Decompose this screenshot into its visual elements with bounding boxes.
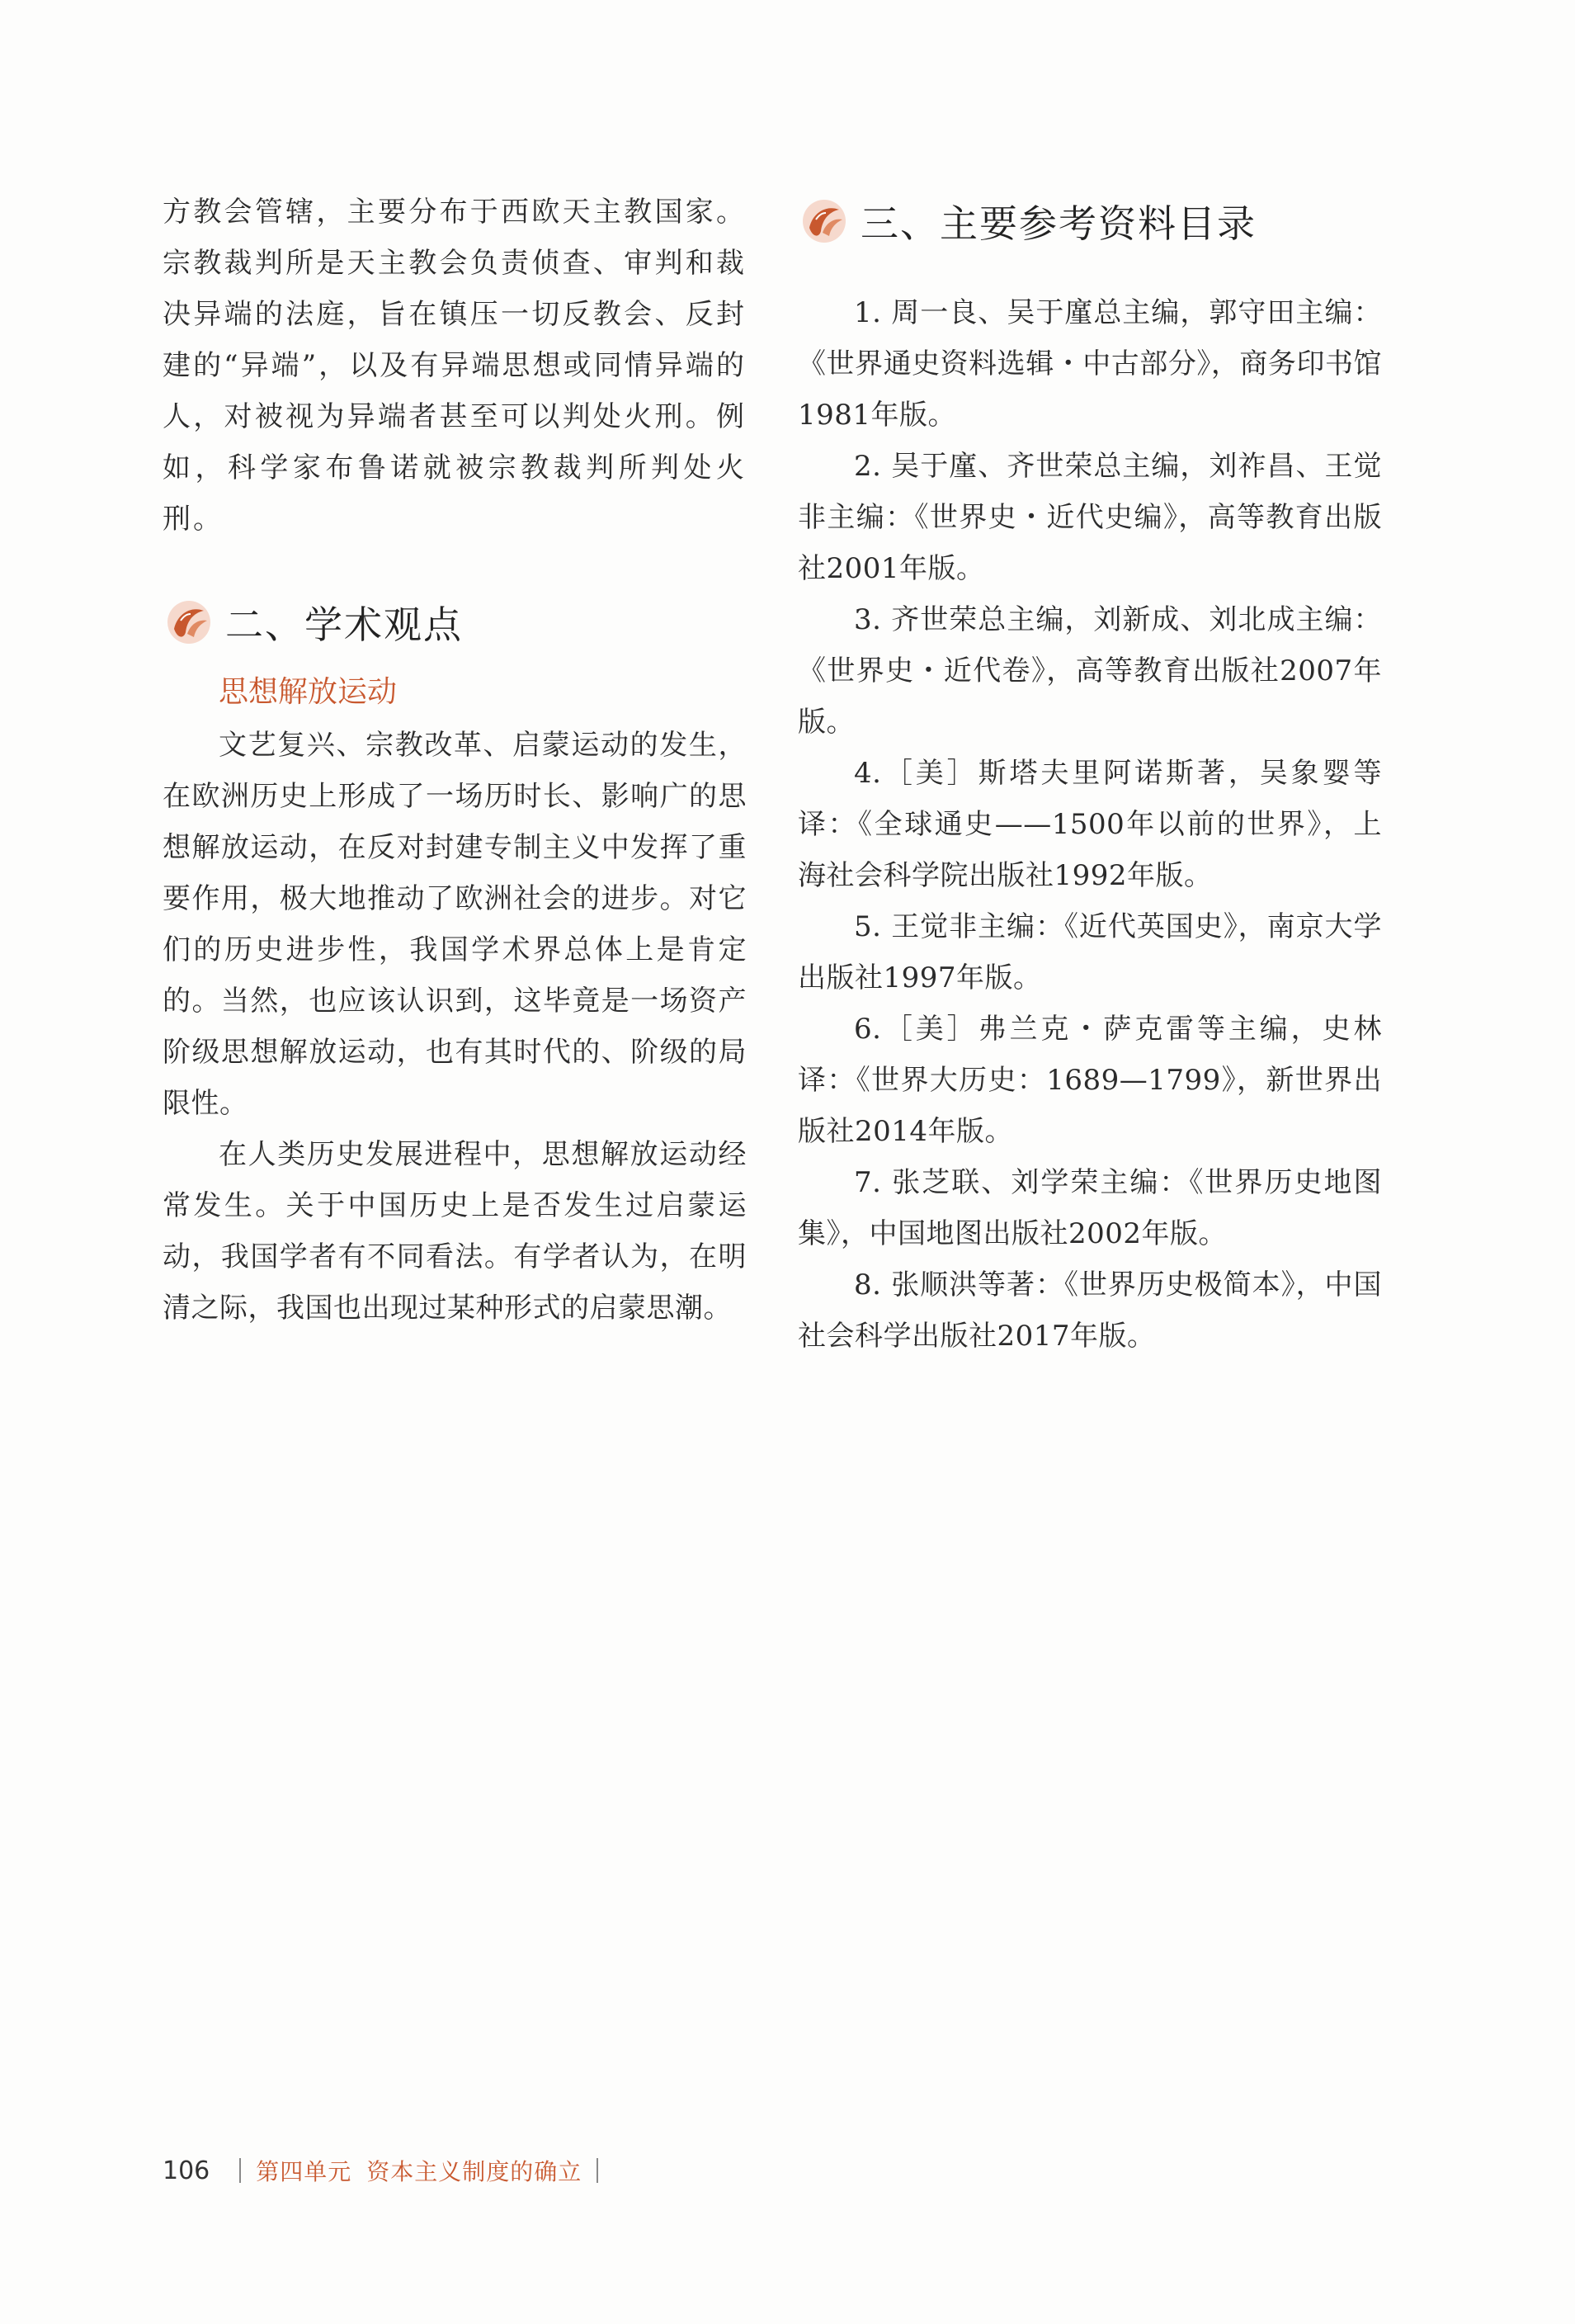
reference-item: 5. 王觉非主编：《近代英国史》，南京大学出版社1997年版。	[798, 910, 1382, 994]
right-column	[798, 187, 1382, 1362]
reference-item: 3. 齐世荣总主编，刘新成、刘北成主编：《世界史・近代卷》，高等教育出版社2007年版。	[798, 603, 1382, 739]
subheading: 思想解放运动	[219, 675, 398, 709]
reference-item: 6.［美］弗兰克・萨克雷等主编，史林译：《世界大历史：1689—1799》，新世界出版社2014年版。	[798, 1013, 1382, 1148]
brush-swirl-icon	[798, 195, 851, 248]
reference-item: 7. 张芝联、刘学荣主编：《世界历史地图集》，中国地图出版社2002年版。	[798, 1166, 1382, 1250]
intro-paragraph: 方教会管辖，主要分布于西欧天主教国家。宗教裁判所是天主教会负责侦查、审判和裁决异端的法庭，旨在镇压一切反教会、反封建的“异端”，以及有异端思想或同情异端的人，对被视为异端者甚至可以判处火刑。例如，科学家布鲁诺就被宗教裁判所判处火刑。	[163, 196, 747, 536]
footer-unit-label: 第四单元	[256, 2158, 352, 2185]
reference-item: 8. 张顺洪等著：《世界历史极简本》，中国社会科学出版社2017年版。	[798, 1268, 1382, 1353]
section-academic-views-header	[163, 589, 747, 655]
footer-divider	[597, 2158, 598, 2183]
left-column	[163, 187, 747, 1334]
page-number: 106	[163, 2156, 210, 2185]
body-paragraph: 在人类历史发展进程中，思想解放运动经常发生。关于中国历史上是否发生过启蒙运动，我国学者有不同看法。有学者认为，在明清之际，我国也出现过某种形式的启蒙思潮。	[163, 1138, 747, 1325]
footer-unit-title: 资本主义制度的确立	[366, 2158, 582, 2185]
footer-unit	[256, 2154, 582, 2187]
section-title: 二、学术观点	[225, 602, 463, 647]
section-references-header	[798, 188, 1382, 254]
footer-divider	[239, 2158, 241, 2183]
reference-item: 4.［美］斯塔夫里阿诺斯著，吴象婴等译：《全球通史——1500年以前的世界》，上海社会科学院出版社1992年版。	[798, 757, 1382, 892]
reference-item: 2. 吴于廑、齐世荣总主编，刘祚昌、王觉非主编：《世界史・近代史编》，高等教育出版社2001年版。	[798, 450, 1382, 585]
reference-item: 1. 周一良、吴于廑总主编，郭守田主编：《世界通史资料选辑・中古部分》，商务印书馆1981年版。	[798, 296, 1382, 432]
section-title: 三、主要参考资料目录	[861, 201, 1257, 246]
page-footer	[163, 2154, 598, 2187]
brush-swirl-icon	[163, 596, 215, 649]
body-paragraph: 文艺复兴、宗教改革、启蒙运动的发生，在欧洲历史上形成了一场历时长、影响广的思想解放运动，在反对封建专制主义中发挥了重要作用，极大地推动了欧洲社会的进步。对它们的历史进步性，我国学术界总体上是肯定的。当然，也应该认识到，这毕竟是一场资产阶级思想解放运动，也有其时代的、阶级的局限性。	[163, 729, 747, 1120]
